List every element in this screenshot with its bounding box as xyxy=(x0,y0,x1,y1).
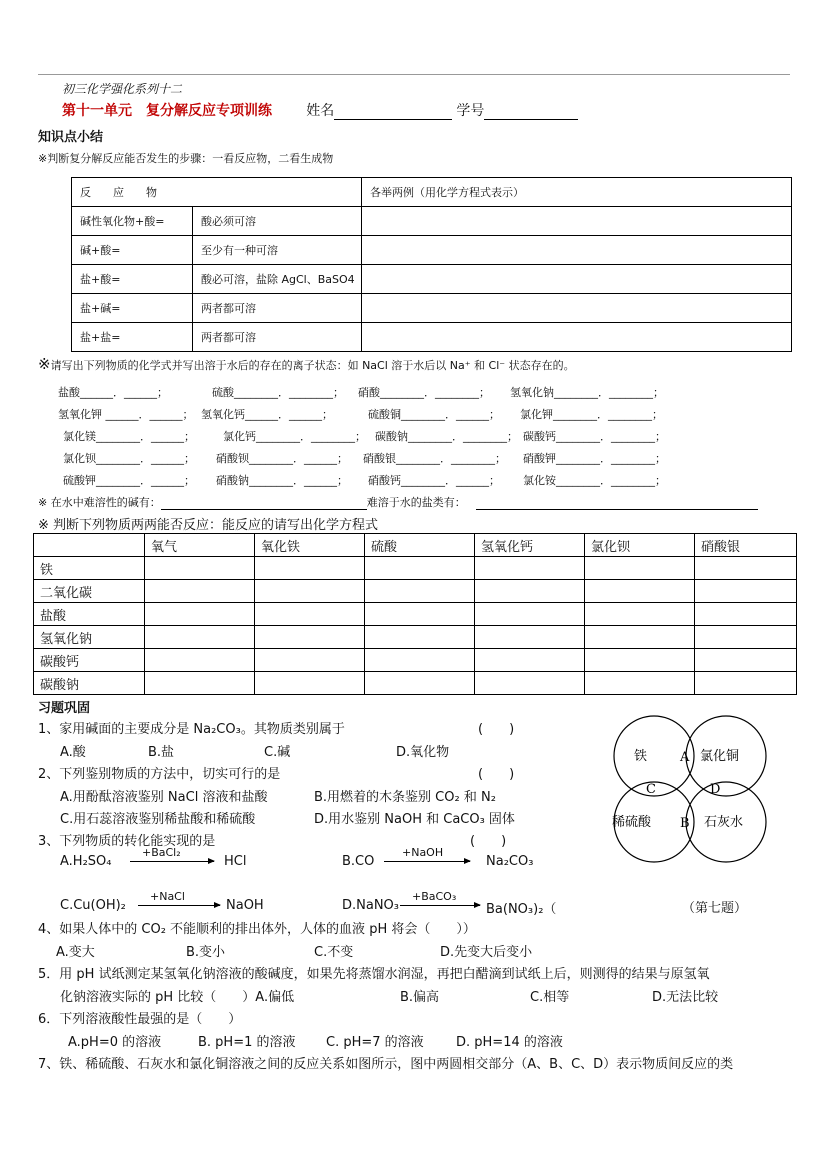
q2-answer-paren[interactable]: ( ) xyxy=(478,767,515,782)
figure-caption: （第七题） xyxy=(682,901,748,916)
table-row xyxy=(72,178,792,207)
condition-cell: 两者都可溶 xyxy=(193,294,362,323)
q3-opt-b-from[interactable]: B.CO xyxy=(342,854,375,869)
id-field[interactable] xyxy=(484,105,578,120)
ions-instruction-line xyxy=(38,355,575,373)
condition-cell: 酸必可溶，盐除 AgCl、BaSO4 xyxy=(193,265,362,294)
q3-opt-a-reagent: +BaCl₂ xyxy=(142,846,181,859)
venn-label-copper-chloride: 氯化铜 xyxy=(700,749,740,764)
answer-cell[interactable] xyxy=(695,603,797,626)
column-header: 硝酸银 xyxy=(695,534,797,557)
answer-cell[interactable] xyxy=(585,626,695,649)
title-line xyxy=(62,100,578,120)
q6-opt-c[interactable]: C. pH=7 的溶液 xyxy=(326,1035,424,1050)
row-header: 碳酸钠 xyxy=(34,672,145,695)
reaction-table-title: ※ 判断下列物质两两能否反应：能反应的请写出化学方程式 xyxy=(38,518,379,533)
q3-opt-b-to: Na₂CO₃ xyxy=(486,854,534,869)
q2-text: 2、下列鉴别物质的方法中，切实可行的是 xyxy=(38,767,281,782)
q6-opt-d[interactable]: D. pH=14 的溶液 xyxy=(456,1035,563,1050)
venn-label-iron: 铁 xyxy=(634,749,648,764)
answer-cell[interactable] xyxy=(585,649,695,672)
q4-opt-a[interactable]: A.变大 xyxy=(56,945,95,960)
answer-cell[interactable] xyxy=(255,580,365,603)
ion-item: 氯化钾________．________； xyxy=(520,408,663,421)
ion-item: 盐酸______．______； xyxy=(58,386,168,399)
arrow-icon xyxy=(130,861,214,862)
q6-opt-b[interactable]: B. pH=1 的溶液 xyxy=(198,1035,296,1050)
table-row xyxy=(34,626,797,649)
answer-cell[interactable] xyxy=(475,580,585,603)
q7-text: 7、铁、稀硫酸、石灰水和氯化铜溶液之间的反应关系如图所示，图中两圆相交部分（A、B、C、D）表示物质间反应的类 xyxy=(38,1057,734,1072)
ion-item: 碳酸钠________．________； xyxy=(375,430,518,443)
ion-item: 氯化铵________．________； xyxy=(523,474,666,487)
table-row xyxy=(72,323,792,352)
column-header: 硫酸 xyxy=(365,534,475,557)
name-field[interactable] xyxy=(334,105,452,120)
ion-item: 氯化钙________．________； xyxy=(223,430,366,443)
venn-region-a: A xyxy=(680,750,690,765)
id-label: 学号 xyxy=(456,103,485,119)
answer-cell[interactable] xyxy=(585,603,695,626)
ions-instruction: 请写出下列物质的化学式并写出溶于水后的存在的离子状态：如 NaCl 溶于水后以 Na⁺ 和 Cl⁻ 状态存在的。 xyxy=(50,359,575,372)
reactant-cell: 盐+碱= xyxy=(72,294,193,323)
q2-opt-a[interactable]: A.用酚酞溶液鉴别 NaCl 溶液和盐酸 xyxy=(60,790,268,805)
q3-text: 3、下列物质的转化能实现的是 xyxy=(38,834,216,849)
insoluble-base-field[interactable] xyxy=(161,495,367,510)
insoluble-base-label: ※ 在水中难溶性的碱有： xyxy=(38,496,161,509)
header-rule xyxy=(38,74,790,75)
ion-item: 碳酸钙________．________； xyxy=(523,430,666,443)
answer-cell[interactable] xyxy=(695,557,797,580)
q4-opt-d[interactable]: D.先变大后变小 xyxy=(440,945,533,960)
reactant-cell: 盐+盐= xyxy=(72,323,193,352)
summary-heading: 知识点小结 xyxy=(38,130,104,145)
arrow-icon xyxy=(400,905,480,906)
note-mark: ※ xyxy=(38,355,51,373)
venn-region-b: B xyxy=(680,816,690,831)
condition-cell: 至少有一种可溶 xyxy=(193,236,362,265)
answer-cell[interactable] xyxy=(255,626,365,649)
ion-item: 硫酸铜________．______； xyxy=(368,408,500,421)
ion-item: 硝酸银________．________； xyxy=(363,452,506,465)
table-row xyxy=(34,603,797,626)
q2-opt-d[interactable]: D.用水鉴别 NaOH 和 CaCO₃ 固体 xyxy=(314,812,515,827)
table-row xyxy=(72,294,792,323)
answer-cell[interactable] xyxy=(362,236,792,265)
answer-cell[interactable] xyxy=(255,649,365,672)
exercises-heading: 习题巩固 xyxy=(38,701,91,716)
q3-opt-c-from[interactable]: C.Cu(OH)₂ xyxy=(60,898,126,913)
answer-cell[interactable] xyxy=(475,626,585,649)
q5-opt-c[interactable]: C.相等 xyxy=(530,990,570,1005)
insoluble-salt-label: 难溶于水的盐类有： xyxy=(366,496,466,509)
answer-cell[interactable] xyxy=(365,672,475,695)
row-header: 二氧化碳 xyxy=(34,580,145,603)
answer-cell[interactable] xyxy=(365,580,475,603)
q6-text: 6．下列溶液酸性最强的是（ ） xyxy=(38,1012,242,1027)
answer-cell[interactable] xyxy=(365,649,475,672)
condition-cell: 两者都可溶 xyxy=(193,323,362,352)
answer-cell[interactable] xyxy=(255,603,365,626)
row-header: 碳酸钙 xyxy=(34,649,145,672)
answer-cell[interactable] xyxy=(255,557,365,580)
column-header: 氢氧化钙 xyxy=(475,534,585,557)
insoluble-salt-field[interactable] xyxy=(476,495,758,510)
reaction-table xyxy=(33,533,797,695)
ion-item: 氢氧化钠________．________； xyxy=(510,386,664,399)
summary-note: ※判断复分解反应能否发生的步骤：一看反应物，二看生成物 xyxy=(38,152,334,165)
venn-region-c: C xyxy=(646,782,656,797)
reactant-cell: 碱+酸= xyxy=(72,236,193,265)
row-header: 盐酸 xyxy=(34,603,145,626)
q3-opt-a-from[interactable]: A.H₂SO₄ xyxy=(60,854,112,869)
q3-opt-a-to: HCl xyxy=(224,854,247,869)
table-row xyxy=(34,557,797,580)
answer-cell[interactable] xyxy=(695,626,797,649)
answer-cell[interactable] xyxy=(145,626,255,649)
venn-label-limewater: 石灰水 xyxy=(704,815,744,830)
summary-table xyxy=(71,177,792,352)
venn-diagram xyxy=(608,712,798,872)
answer-cell[interactable] xyxy=(475,649,585,672)
q1-opt-a[interactable]: A.酸 xyxy=(60,745,86,760)
ion-item: 硝酸钾________．________； xyxy=(523,452,666,465)
q1-opt-b[interactable]: B.盐 xyxy=(148,745,175,760)
table-row xyxy=(72,265,792,294)
answer-cell[interactable] xyxy=(475,672,585,695)
q4-text: 4、如果人体中的 CO₂ 不能顺利的排出体外，人体的血液 pH 将会（ ）） xyxy=(38,922,476,937)
table-row xyxy=(34,649,797,672)
table-row xyxy=(34,534,797,557)
reactant-cell: 盐+酸= xyxy=(72,265,193,294)
answer-cell[interactable] xyxy=(145,580,255,603)
row-header: 铁 xyxy=(34,557,145,580)
answer-cell[interactable] xyxy=(365,603,475,626)
insoluble-line xyxy=(38,494,758,510)
header-cell-examples: 各举两例（用化学方程式表示） xyxy=(362,178,792,207)
q4-opt-b[interactable]: B.变小 xyxy=(186,945,226,960)
arrow-icon xyxy=(138,905,220,906)
q3-answer-paren[interactable]: ( ) xyxy=(470,834,507,849)
ion-item: 氯化镁________．______； xyxy=(63,430,195,443)
venn-region-d: D xyxy=(710,782,721,797)
q1-opt-c[interactable]: C.碱 xyxy=(264,745,291,760)
header-cell-reactant: 反 应 物 xyxy=(72,178,362,207)
reactant-cell: 碱性氧化物+酸= xyxy=(72,207,193,236)
answer-cell[interactable] xyxy=(585,672,695,695)
answer-cell[interactable] xyxy=(145,603,255,626)
q5-opt-d[interactable]: D.无法比较 xyxy=(652,990,719,1005)
q2-opt-c[interactable]: C.用石蕊溶液鉴别稀盐酸和稀硫酸 xyxy=(60,812,256,827)
ion-item: 硝酸钠________．______； xyxy=(216,474,348,487)
table-row xyxy=(34,672,797,695)
answer-cell[interactable] xyxy=(145,649,255,672)
table-row xyxy=(72,207,792,236)
q3-opt-c-reagent: +NaCl xyxy=(150,890,185,903)
ion-item: 氯化钡________．______； xyxy=(63,452,195,465)
column-header: 氧化铁 xyxy=(255,534,365,557)
answer-cell[interactable] xyxy=(695,672,797,695)
q3-opt-d-from[interactable]: D.NaNO₃ xyxy=(342,898,400,913)
q3-opt-d-reagent: +BaCO₃ xyxy=(412,890,457,903)
ion-item: 硝酸钡________．______； xyxy=(216,452,348,465)
corner-cell xyxy=(34,534,145,557)
answer-cell[interactable] xyxy=(585,580,695,603)
q3-opt-c-to: NaOH xyxy=(226,898,264,913)
q4-opt-c[interactable]: C.不变 xyxy=(314,945,354,960)
answer-cell[interactable] xyxy=(362,323,792,352)
q6-opt-a[interactable]: A.pH=0 的溶液 xyxy=(68,1035,162,1050)
answer-cell[interactable] xyxy=(365,557,475,580)
answer-cell[interactable] xyxy=(585,557,695,580)
q5-text-1: 5．用 pH 试纸测定某氢氧化钠溶液的酸碱度，如果先将蒸馏水润湿，再把白醋滴到试纸上后，则测得的结果与原氢氧 xyxy=(38,967,710,982)
q5-opt-b[interactable]: B.偏高 xyxy=(400,990,440,1005)
series-title: 初三化学强化系列十二 xyxy=(62,82,183,96)
q1-text: 1、家用碱面的主要成分是 Na₂CO₃。其物质类别属于 xyxy=(38,722,345,737)
q1-opt-d[interactable]: D.氧化物 xyxy=(396,745,450,760)
ion-item: 硝酸________．________； xyxy=(358,386,490,399)
answer-cell[interactable] xyxy=(475,557,585,580)
q3-opt-b-reagent: +NaOH xyxy=(402,846,444,859)
answer-cell[interactable] xyxy=(695,580,797,603)
answer-cell[interactable] xyxy=(145,557,255,580)
q2-opt-b[interactable]: B.用燃着的木条鉴别 CO₂ 和 N₂ xyxy=(314,790,496,805)
column-header: 氯化钡 xyxy=(585,534,695,557)
q5-text-2[interactable]: 化钠溶液实际的 pH 比较（ ）A.偏低 xyxy=(60,990,295,1005)
answer-cell[interactable] xyxy=(255,672,365,695)
ion-item: 硫酸钾________．______； xyxy=(63,474,195,487)
venn-label-sulfuric-acid: 稀硫酸 xyxy=(612,815,652,830)
answer-cell[interactable] xyxy=(362,294,792,323)
table-row xyxy=(34,580,797,603)
ion-item: 硝酸钙________．______； xyxy=(368,474,500,487)
ion-item: 硫酸________．________； xyxy=(212,386,344,399)
answer-cell[interactable] xyxy=(145,672,255,695)
table-row xyxy=(72,236,792,265)
answer-cell[interactable] xyxy=(695,649,797,672)
answer-cell[interactable] xyxy=(365,626,475,649)
name-label: 姓名 xyxy=(306,103,335,119)
ion-item: 氢氧化钙______．______； xyxy=(201,408,333,421)
q3-opt-d-to: Ba(NO₃)₂（ xyxy=(486,902,557,917)
answer-cell[interactable] xyxy=(362,265,792,294)
ion-item: 氢氧化钾 ______．______； xyxy=(58,408,194,421)
arrow-icon xyxy=(384,861,470,862)
condition-cell: 酸必须可溶 xyxy=(193,207,362,236)
answer-cell[interactable] xyxy=(362,207,792,236)
answer-cell[interactable] xyxy=(475,603,585,626)
row-header: 氢氧化钠 xyxy=(34,626,145,649)
unit-title: 第十一单元 复分解反应专项训练 xyxy=(62,103,272,119)
column-header: 氧气 xyxy=(145,534,255,557)
q1-answer-paren[interactable]: ( ) xyxy=(478,722,515,737)
